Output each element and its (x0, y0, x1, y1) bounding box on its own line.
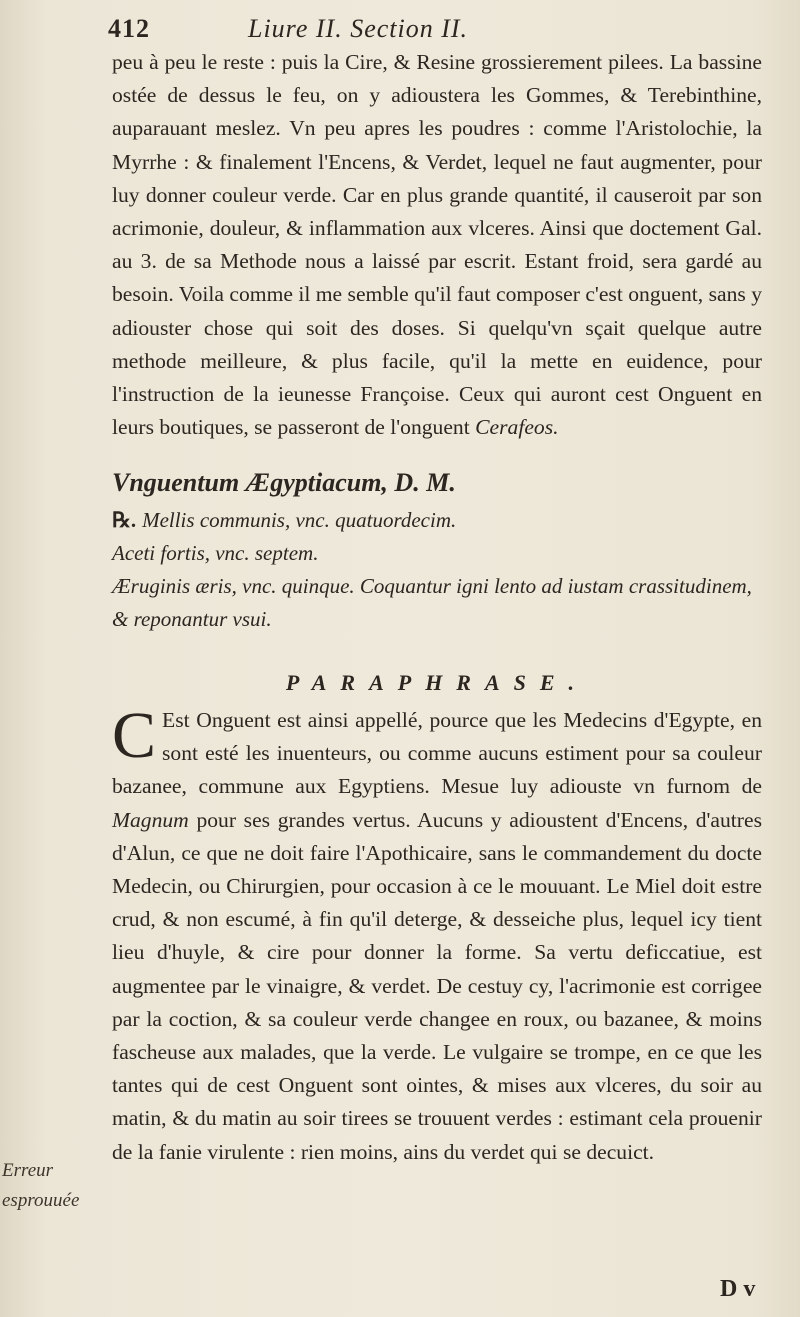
paragraph-body: peu à peu le reste : puis la Cire, & Resine grossierement pilees. La bassine ostée de dessus le feu, on y adioustera les Gommes, & Terebinthine, auparauant meslez. Vn peu apres les poudres : comme l'Aristolochie, la Myrrhe : & finalement l'Encens, & Verdet, lequel ne faut augmenter, pour luy donner couleur verde. Car en plus grande quantité, il causeroit par son acrimonie, douleur, & inflammation aux vlceres. Ainsi que doctement Gal. au 3. de sa Methode nous a laissé par escrit. Estant froid, sera gardé au besoin. Voila comme il me semble qu'il faut composer c'est onguent, sans y adiouster chose qui soit des doses. Si quelqu'vn sçait quelque autre methode meilleure, & plus facile, qu'il la mette en euidence, pour l'instruction de la ieunesse Françoise. Ceux qui auront cest Onguent en leurs boutiques, se passeront de l'onguent (112, 50, 762, 440)
page-number: 412 (108, 14, 150, 43)
running-title: Liure II. Section II. (248, 14, 469, 43)
recipe-block (112, 504, 762, 636)
recipe-line: Aceti fortis, vnc. septem. (112, 541, 319, 565)
recipe-line (112, 504, 762, 537)
recipe-line: Æruginis æris, vnc. quinque. Coquantur igni lento ad iustam crassitudinem, & reponantur vsui. (112, 574, 752, 631)
margin-note (2, 1156, 110, 1216)
paragraph-text (112, 46, 762, 444)
recipe-title: Vnguentum Ægyptiacum, D. M. (112, 468, 456, 497)
paragraph-body: Est Onguent est ainsi appellé, pource que les Medecins d'Egypte, en sont esté les inuenteurs, ou comme aucuns estiment pour sa couleur bazanee, commune aux Egyptiens. Mesue luy adiouste vn furnom de (112, 708, 762, 799)
paragraph-body: pour ses grandes vertus. Aucuns y adioustent d'Encens, d'autres d'Alun, ce que ne doit faire l'Apothicaire, sans le commandement du docte Medecin, ou Chirurgien, pour occasion à ce le mouuant. Le Miel doit estre crud, & non escumé, à fin qu'il deterge, & desseiche plus, lequel icy tient lieu d'huyle, & cire pour donner la forme. Sa vertu deficcatiue, est augmentee par le vinaigre, & verdet. De cestuy cy, l'acrimonie est corrigee par la coction, & sa couleur verde changee en roux, ou bazanee, & moins fascheuse aux malades, que la verde. Le vulgaire se trompe, en ce que les tantes qui de cest Onguent sont ointes, & mises aux vlceres, du soir au matin, & du matin au soir tirees se trouuent verdes : estimant cela prouenir de la fanie virulente : rien moins, ains du verdet qui se decuict. (112, 807, 762, 1164)
italic-term: Cerafeos. (475, 415, 559, 440)
recipe-symbol: ℞. (112, 508, 137, 532)
italic-term: Magnum (112, 807, 189, 832)
paragraph-text (112, 699, 762, 1169)
section-heading: PARAPHRASE. (285, 670, 589, 695)
paraphrase-paragraph (112, 699, 762, 1169)
margin-note-line: Erreur (2, 1160, 54, 1181)
recipe-line-text: Mellis communis, vnc. quatuordecim. (142, 508, 457, 532)
drop-cap: C (112, 699, 157, 772)
continued-paragraph (112, 46, 762, 444)
page-header (108, 14, 758, 48)
catchword: D v (720, 1276, 756, 1302)
margin-note-line: esprouuée (2, 1190, 80, 1211)
